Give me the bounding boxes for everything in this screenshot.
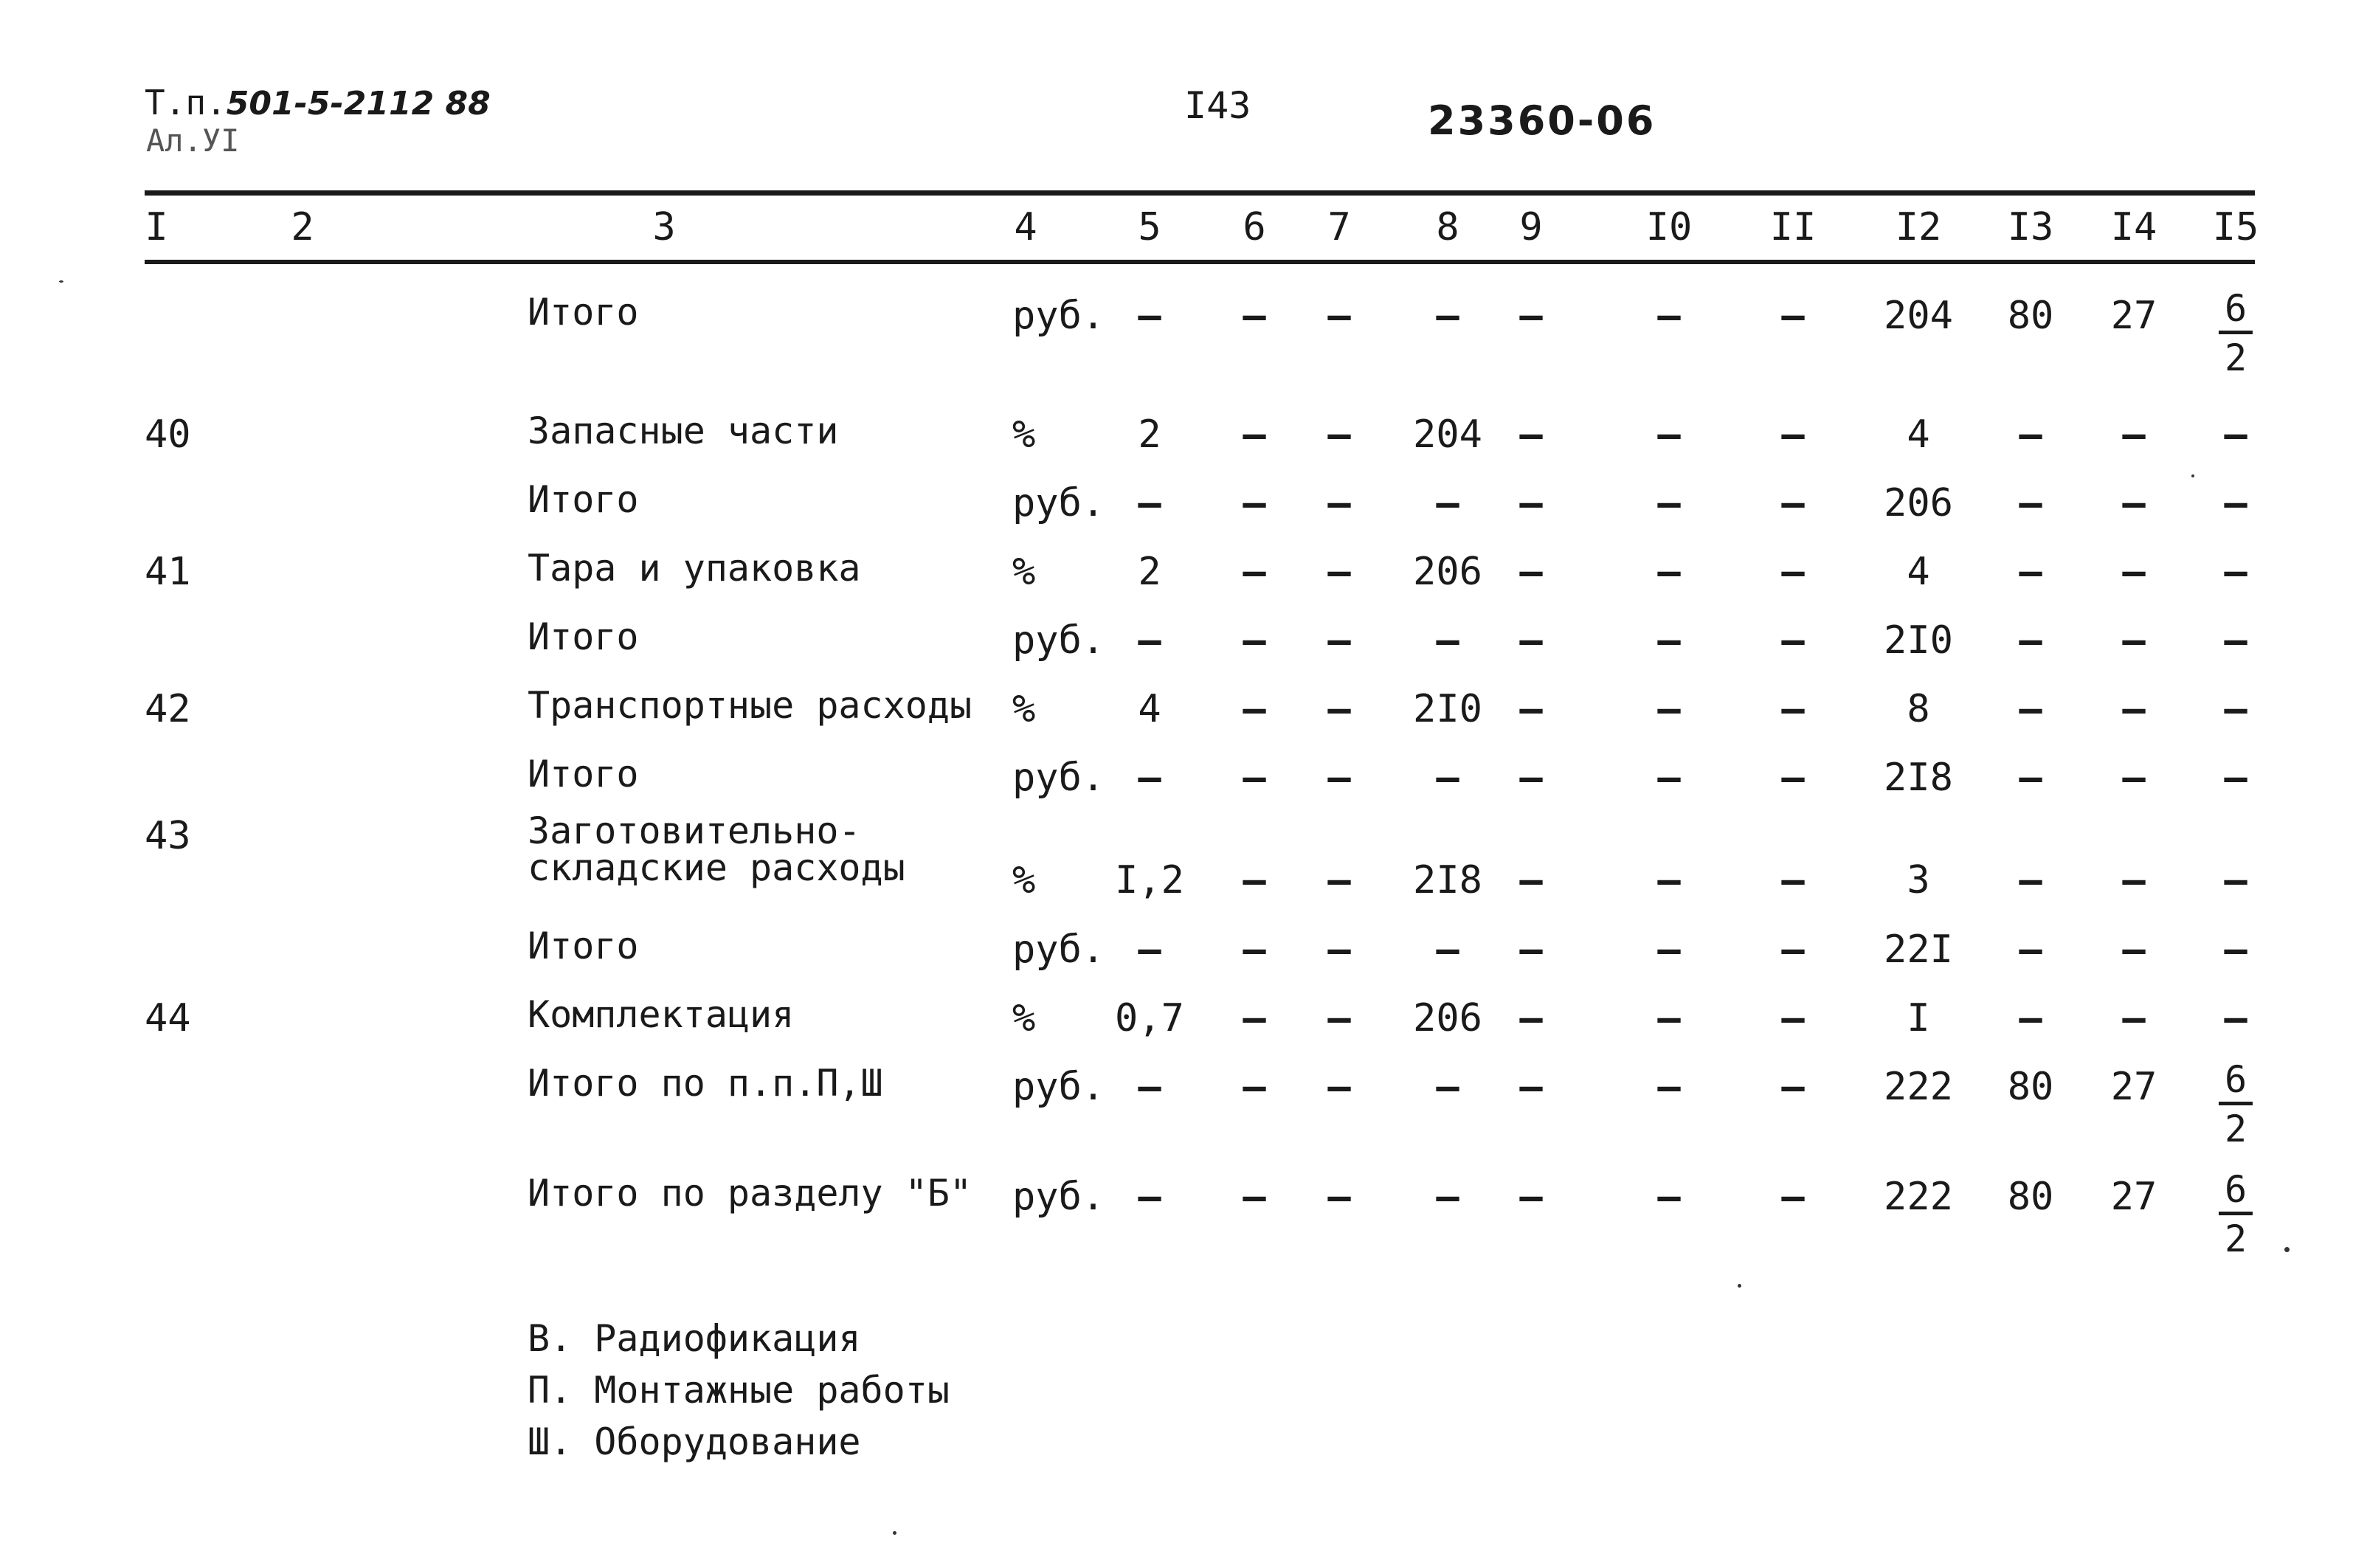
cell-col-15: –: [2224, 412, 2247, 457]
description-line: Итого по разделу "Б": [528, 1172, 972, 1215]
cell-col-5: –: [1138, 756, 1161, 800]
cell-col-12: 3: [1907, 858, 1930, 902]
cell-col-8: 206: [1413, 996, 1482, 1040]
cell-col-13: –: [2019, 412, 2042, 457]
row-unit: руб.: [1012, 928, 1105, 972]
cell-col-5: –: [1138, 481, 1161, 525]
row-unit: %: [1012, 550, 1036, 594]
cell-col-15-fraction: [2219, 1169, 2253, 1260]
cell-col-5: 4: [1138, 687, 1161, 731]
note-equipment: Ш. Оборудование: [528, 1420, 861, 1463]
row-unit: руб.: [1012, 481, 1105, 525]
row-description: [528, 615, 639, 658]
cell-col-10: –: [1657, 858, 1681, 902]
cell-col-15-fraction: [2219, 288, 2253, 379]
cell-col-7: –: [1327, 412, 1351, 457]
cell-col-14: –: [2122, 412, 2146, 457]
description-line: Итого: [528, 753, 639, 795]
cell-col-5: –: [1138, 928, 1161, 972]
cell-col-6: –: [1243, 294, 1266, 338]
cell-col-6: –: [1243, 687, 1266, 731]
cell-col-8: –: [1436, 294, 1459, 338]
cell-col-15: –: [2224, 481, 2247, 525]
cell-col-7: –: [1327, 687, 1351, 731]
column-header-7: 7: [1327, 205, 1351, 249]
cell-col-11: –: [1781, 550, 1805, 594]
description-line: Комплектация: [528, 993, 795, 1036]
row-description: [528, 291, 639, 334]
cell-col-11: –: [1781, 756, 1805, 800]
cell-col-8: –: [1436, 1175, 1459, 1219]
column-header-2: 2: [291, 205, 314, 249]
cell-col-5: 2: [1138, 550, 1161, 594]
cell-col-8: –: [1436, 618, 1459, 663]
cell-col-10: –: [1657, 618, 1681, 663]
cell-col-11: –: [1781, 996, 1805, 1040]
document-code: [145, 83, 491, 122]
cell-col-10: –: [1657, 1065, 1681, 1109]
cell-col-9: –: [1519, 756, 1543, 800]
cell-col-11: –: [1781, 858, 1805, 902]
cell-col-9: –: [1519, 1175, 1543, 1219]
cell-col-7: –: [1327, 1175, 1351, 1219]
cell-col-12: 22I: [1884, 928, 1953, 972]
sheet-reference: Ал.УI: [146, 122, 240, 159]
row-number: 41: [145, 550, 191, 594]
column-header-8: 8: [1436, 205, 1459, 249]
cell-col-6: –: [1243, 756, 1266, 800]
row-unit: руб.: [1012, 756, 1105, 800]
row-description: [528, 993, 795, 1036]
column-header-15: I5: [2212, 205, 2259, 249]
cell-col-8: –: [1436, 481, 1459, 525]
cell-col-9: –: [1519, 550, 1543, 594]
cell-col-13: –: [2019, 858, 2042, 902]
cell-col-5: –: [1138, 1065, 1161, 1109]
row-description: [528, 410, 839, 452]
row-number: 43: [145, 814, 191, 858]
cell-col-11: –: [1781, 1065, 1805, 1109]
cell-col-6: –: [1243, 412, 1266, 457]
row-unit: руб.: [1012, 618, 1105, 663]
cell-col-8: 2I0: [1413, 687, 1482, 731]
cell-col-13: 80: [2007, 294, 2054, 338]
cell-col-6: –: [1243, 996, 1266, 1040]
fraction-numerator: 6: [2219, 1059, 2253, 1105]
cell-col-13: –: [2019, 550, 2042, 594]
cell-col-11: –: [1781, 412, 1805, 457]
cell-col-10: –: [1657, 687, 1681, 731]
cell-col-10: –: [1657, 1175, 1681, 1219]
cell-col-6: –: [1243, 481, 1266, 525]
cell-col-5: –: [1138, 1175, 1161, 1219]
cell-col-5: 0,7: [1115, 996, 1184, 1040]
cell-col-12: 2I0: [1884, 618, 1953, 663]
cell-col-14: 27: [2110, 1065, 2157, 1109]
cell-col-14: –: [2122, 687, 2146, 731]
cell-col-8: –: [1436, 1065, 1459, 1109]
cell-col-6: –: [1243, 550, 1266, 594]
column-header-4: 4: [1014, 205, 1037, 249]
description-line: складские расходы: [528, 846, 905, 889]
cell-col-5: I,2: [1115, 858, 1184, 902]
row-unit: руб.: [1012, 1065, 1105, 1109]
cell-col-8: 206: [1413, 550, 1482, 594]
cell-col-14: 27: [2110, 294, 2157, 338]
cell-col-15: –: [2224, 687, 2247, 731]
cell-col-9: –: [1519, 481, 1543, 525]
cell-col-6: –: [1243, 1065, 1266, 1109]
cell-col-14: 27: [2110, 1175, 2157, 1219]
cell-col-12: 8: [1907, 687, 1930, 731]
cell-col-7: –: [1327, 618, 1351, 663]
cell-col-15: –: [2224, 756, 2247, 800]
cell-col-11: –: [1781, 928, 1805, 972]
fraction-denominator: 2: [2224, 1218, 2247, 1260]
cell-col-9: –: [1519, 996, 1543, 1040]
table-header-rule: [145, 260, 2255, 264]
cell-col-9: –: [1519, 294, 1543, 338]
row-unit: руб.: [1012, 1175, 1105, 1219]
cell-col-9: –: [1519, 412, 1543, 457]
cell-col-14: –: [2122, 996, 2146, 1040]
column-header-14: I4: [2110, 205, 2157, 249]
cell-col-7: –: [1327, 996, 1351, 1040]
row-description: [528, 925, 639, 967]
column-header-6: 6: [1243, 205, 1266, 249]
cell-col-13: –: [2019, 996, 2042, 1040]
cell-col-5: 2: [1138, 412, 1161, 457]
cell-col-5: –: [1138, 618, 1161, 663]
note-radiofication: В. Радиофикация: [528, 1317, 861, 1360]
cell-col-15-fraction: [2219, 1059, 2253, 1150]
cell-col-9: –: [1519, 858, 1543, 902]
cell-col-8: –: [1436, 928, 1459, 972]
row-unit: %: [1012, 858, 1036, 902]
column-header-5: 5: [1138, 205, 1161, 249]
cell-col-15: –: [2224, 858, 2247, 902]
row-number: 44: [145, 996, 191, 1040]
cell-col-12: 4: [1907, 550, 1930, 594]
cell-col-13: –: [2019, 618, 2042, 663]
cell-col-13: –: [2019, 928, 2042, 972]
cell-col-10: –: [1657, 550, 1681, 594]
cell-col-7: –: [1327, 294, 1351, 338]
row-number: 42: [145, 687, 191, 731]
description-line: Итого по п.п.П,Ш: [528, 1062, 883, 1105]
cell-col-7: –: [1327, 858, 1351, 902]
cell-col-7: –: [1327, 1065, 1351, 1109]
scan-speck: [2284, 1247, 2290, 1252]
scan-speck: [2191, 474, 2194, 477]
description-line: Запасные части: [528, 410, 839, 452]
cell-col-15: –: [2224, 996, 2247, 1040]
cell-col-12: 206: [1884, 481, 1953, 525]
cell-col-12: 4: [1907, 412, 1930, 457]
page-number: I43: [1184, 84, 1251, 127]
cell-col-10: –: [1657, 756, 1681, 800]
cell-col-5: –: [1138, 294, 1161, 338]
fraction-numerator: 6: [2219, 1169, 2253, 1215]
column-header-13: I3: [2007, 205, 2054, 249]
cell-col-12: I: [1907, 996, 1930, 1040]
row-unit: %: [1012, 687, 1036, 731]
row-description: [528, 684, 972, 727]
cell-col-10: –: [1657, 481, 1681, 525]
cell-col-14: –: [2122, 858, 2146, 902]
row-description: [528, 753, 639, 795]
cell-col-13: 80: [2007, 1175, 2054, 1219]
cell-col-13: –: [2019, 687, 2042, 731]
cell-col-15: –: [2224, 550, 2247, 594]
description-line: Транспортные расходы: [528, 684, 972, 727]
description-line: Итого: [528, 615, 639, 658]
row-number: 40: [145, 412, 191, 457]
cell-col-9: –: [1519, 618, 1543, 663]
cell-col-7: –: [1327, 756, 1351, 800]
note-installation-works: П. Монтажные работы: [528, 1369, 950, 1412]
description-line: Заготовительно-: [528, 809, 861, 852]
fraction-numerator: 6: [2219, 288, 2253, 334]
description-line: Итого: [528, 291, 639, 334]
cell-col-7: –: [1327, 481, 1351, 525]
cell-col-11: –: [1781, 294, 1805, 338]
cell-col-10: –: [1657, 412, 1681, 457]
fraction-denominator: 2: [2224, 336, 2247, 379]
row-description: [528, 478, 639, 521]
column-header-9: 9: [1519, 205, 1543, 249]
cell-col-11: –: [1781, 618, 1805, 663]
cell-col-10: –: [1657, 294, 1681, 338]
cell-col-12: 2I8: [1884, 756, 1953, 800]
column-header-10: I0: [1645, 205, 1693, 249]
column-header-3: 3: [652, 205, 676, 249]
cell-col-11: –: [1781, 1175, 1805, 1219]
column-header-1: I: [145, 205, 168, 249]
cell-col-11: –: [1781, 687, 1805, 731]
cell-col-13: –: [2019, 756, 2042, 800]
document-code-handwritten: 501-5-2112 88: [226, 85, 491, 122]
column-header-12: I2: [1895, 205, 1942, 249]
cell-col-14: –: [2122, 481, 2146, 525]
fraction-denominator: 2: [2224, 1108, 2247, 1150]
row-unit: %: [1012, 996, 1036, 1040]
stamp-number: 23360-06: [1428, 97, 1656, 144]
row-description: [528, 547, 861, 590]
cell-col-14: –: [2122, 928, 2146, 972]
row-description: [528, 1172, 972, 1215]
cell-col-8: 2I8: [1413, 858, 1482, 902]
cell-col-8: 204: [1413, 412, 1482, 457]
description-line: Тара и упаковка: [528, 547, 861, 590]
description-line: Итого: [528, 925, 639, 967]
cell-col-12: 204: [1884, 294, 1953, 338]
description-line: Итого: [528, 478, 639, 521]
scan-speck: [893, 1531, 896, 1535]
cell-col-13: 80: [2007, 1065, 2054, 1109]
row-unit: %: [1012, 412, 1036, 457]
cell-col-7: –: [1327, 550, 1351, 594]
cell-col-15: –: [2224, 928, 2247, 972]
cell-col-14: –: [2122, 756, 2146, 800]
row-description: [528, 1062, 883, 1105]
cell-col-10: –: [1657, 996, 1681, 1040]
cell-col-9: –: [1519, 928, 1543, 972]
cell-col-8: –: [1436, 756, 1459, 800]
cell-col-9: –: [1519, 687, 1543, 731]
cell-col-6: –: [1243, 928, 1266, 972]
cell-col-6: –: [1243, 858, 1266, 902]
scan-speck: [59, 280, 63, 283]
cell-col-7: –: [1327, 928, 1351, 972]
cell-col-14: –: [2122, 550, 2146, 594]
cell-col-14: –: [2122, 618, 2146, 663]
cell-col-9: –: [1519, 1065, 1543, 1109]
scan-speck: [1738, 1284, 1741, 1288]
cell-col-11: –: [1781, 481, 1805, 525]
cell-col-15: –: [2224, 618, 2247, 663]
cell-col-13: –: [2019, 481, 2042, 525]
cell-col-6: –: [1243, 1175, 1266, 1219]
document-code-prefix: Т.п.: [145, 83, 227, 122]
row-description: [528, 809, 905, 889]
cell-col-12: 222: [1884, 1175, 1953, 1219]
table-top-rule: [145, 190, 2255, 196]
row-unit: руб.: [1012, 294, 1105, 338]
cell-col-12: 222: [1884, 1065, 1953, 1109]
cell-col-6: –: [1243, 618, 1266, 663]
cell-col-10: –: [1657, 928, 1681, 972]
column-header-11: II: [1769, 205, 1817, 249]
